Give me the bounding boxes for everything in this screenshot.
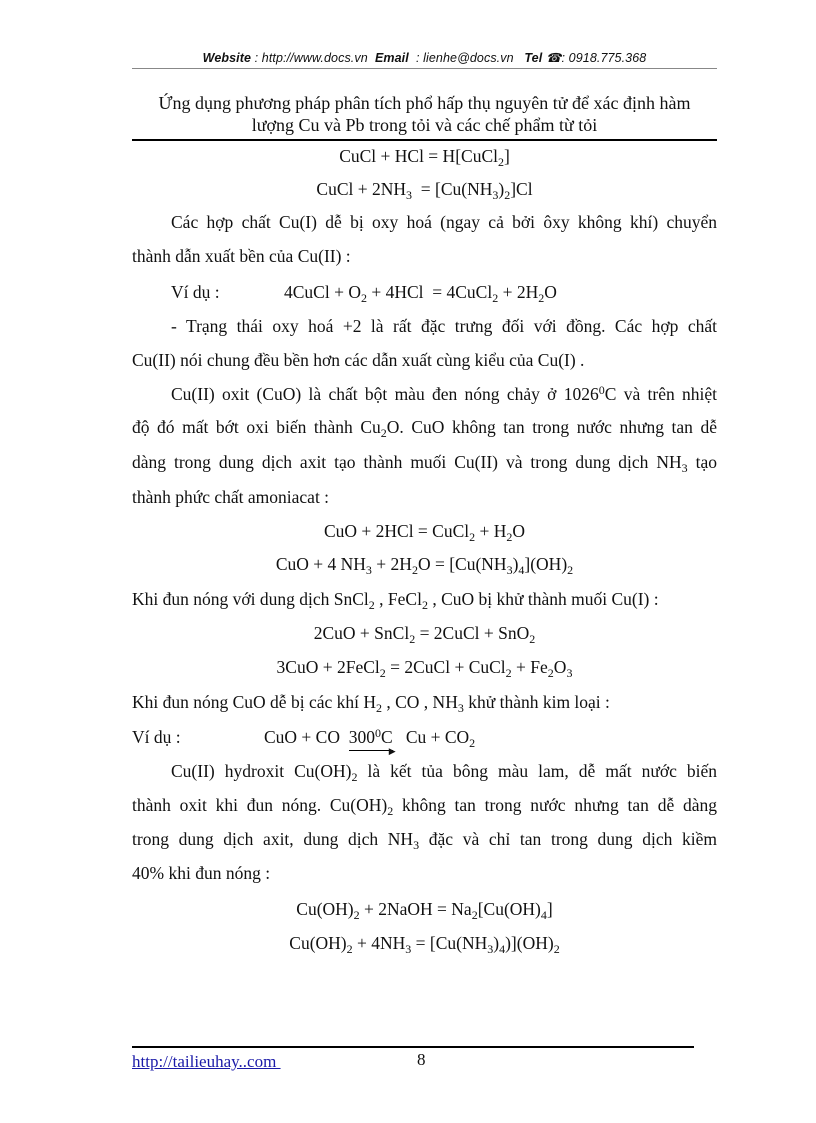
footer-divider bbox=[132, 1046, 694, 1048]
equation-2: CuCl + $2NH_3 = [Cu(NH_3)_2]Cl$ bbox=[316, 179, 533, 202]
equation-6: 2CuO + SnCl$_2$ = 2CuCl + SnO$_2$ bbox=[313, 623, 536, 646]
title-line-2: lượng Cu và Pb trong tỏi và các chế phẩm từ tỏi bbox=[251, 115, 598, 135]
example-label-1: Ví dụ : bbox=[171, 282, 220, 302]
paragraph-1-line-2: thành dẫn xuất bền của Cu(II) : bbox=[132, 246, 351, 266]
equation-10: $Cu(OH)_2 + 4NH_3 = [Cu(NH_3)_4)](OH)_2$ bbox=[289, 933, 560, 956]
title-divider bbox=[132, 139, 717, 141]
paragraph-6-line-3: trong dung dịch axit, dung dịch $NH_3$ đặc và chỉ tan trong dung dịch kiềm bbox=[132, 829, 718, 852]
paragraph-3-line-1: Cu(II) oxit (CuO) là chất bột màu đen nóng chảy ở 1026$^0$C và trên nhiệt bbox=[171, 383, 718, 404]
phone-icon: ☎ bbox=[545, 51, 562, 65]
paragraph-2-line-1: - Trạng thái oxy hoá +2 là rất đặc trưng đối với đồng. Các hợp chất bbox=[171, 316, 717, 336]
website-label: Website bbox=[202, 51, 252, 65]
paragraph-6-line-1: Cu(II) hydroxit $Cu(OH)_2$ là kết tủa bông màu lam, dễ mất nước biến bbox=[171, 761, 718, 784]
equation-3: 4CuCl + $O_2 + 4HCl$ = 4CuCl$_2$ + $2H_2O$ bbox=[284, 282, 557, 305]
paragraph-2-line-2: Cu(II) nói chung đều bền hơn các dẫn xuất cùng kiểu của Cu(I) . bbox=[132, 350, 585, 370]
tel-label: Tel bbox=[524, 51, 543, 65]
paragraph-6-line-2: thành oxit khi đun nóng. $Cu(OH)_2$ không tan trong nước nhưng tan dễ dàng bbox=[132, 795, 717, 818]
tel-value: : 0918.775.368 bbox=[561, 51, 647, 65]
paragraph-4: Khi đun nóng với dung dịch SnCl$_2$ , FeCl$_2$ , CuO bị khử thành muối Cu(I) : bbox=[132, 589, 659, 612]
website-value: : http://www.docs.vn bbox=[254, 51, 368, 65]
equation-4: CuO + 2HCl = CuCl$_2$ + $H_2O$ bbox=[323, 521, 526, 544]
equation-1: CuCl + HCl = H[CuCl$_2$] bbox=[339, 146, 510, 169]
equation-9: $Cu(OH)_2$ + 2NaOH = $Na_2[Cu(OH)_4]$ bbox=[296, 899, 553, 922]
title-line-1: Ứng dụng phương pháp phân tích phổ hấp thụ nguyên tử để xác định hàm bbox=[158, 93, 691, 113]
reaction-arrow: $300^0C$ ▶ bbox=[348, 726, 396, 756]
paragraph-3-line-2: độ đó mất bớt oxi biến thành $Cu_2O$. CuO không tan trong nước nhưng tan dễ bbox=[132, 417, 717, 440]
equation-8: CuO + CO $300^0C$ ▶ $Cu + CO_2$ bbox=[264, 726, 476, 756]
equation-5: CuO + 4 $NH_3 + 2H_2O = [Cu(NH_3)_4](OH)_2$ bbox=[275, 554, 574, 577]
page-header bbox=[132, 50, 717, 65]
equation-8-left: CuO + CO bbox=[264, 727, 340, 747]
paragraph-3-line-3: dàng trong dung dịch axit tạo thành muối Cu(II) và trong dung dịch $NH_3$ tạo bbox=[132, 452, 717, 475]
footer-link[interactable]: http://tailieuhay..com bbox=[132, 1052, 281, 1071]
page-number: 8 bbox=[417, 1050, 426, 1069]
email-value: : lienhe@docs.vn bbox=[415, 51, 514, 65]
document-title bbox=[132, 92, 717, 136]
paragraph-3-line-4: thành phức chất amoniacat : bbox=[132, 487, 330, 507]
equation-7: 3CuO + 2FeCl$_2$ = 2CuCl + CuCl$_2$ + $Fe_2O_3$ bbox=[276, 657, 573, 680]
paragraph-6-line-4: 40% khi đun nóng : bbox=[132, 863, 271, 883]
paragraph-1-line-1: Các hợp chất Cu(I) dễ bị oxy hoá (ngay cả bởi ôxy không khí) chuyển bbox=[171, 212, 717, 232]
header-divider bbox=[132, 68, 717, 69]
example-label-2: Ví dụ : bbox=[132, 727, 181, 747]
paragraph-5: Khi đun nóng CuO dễ bị các khí $H_2$ , CO , $NH_3$ khử thành kim loại : bbox=[132, 692, 610, 715]
email-label: Email bbox=[374, 51, 409, 65]
